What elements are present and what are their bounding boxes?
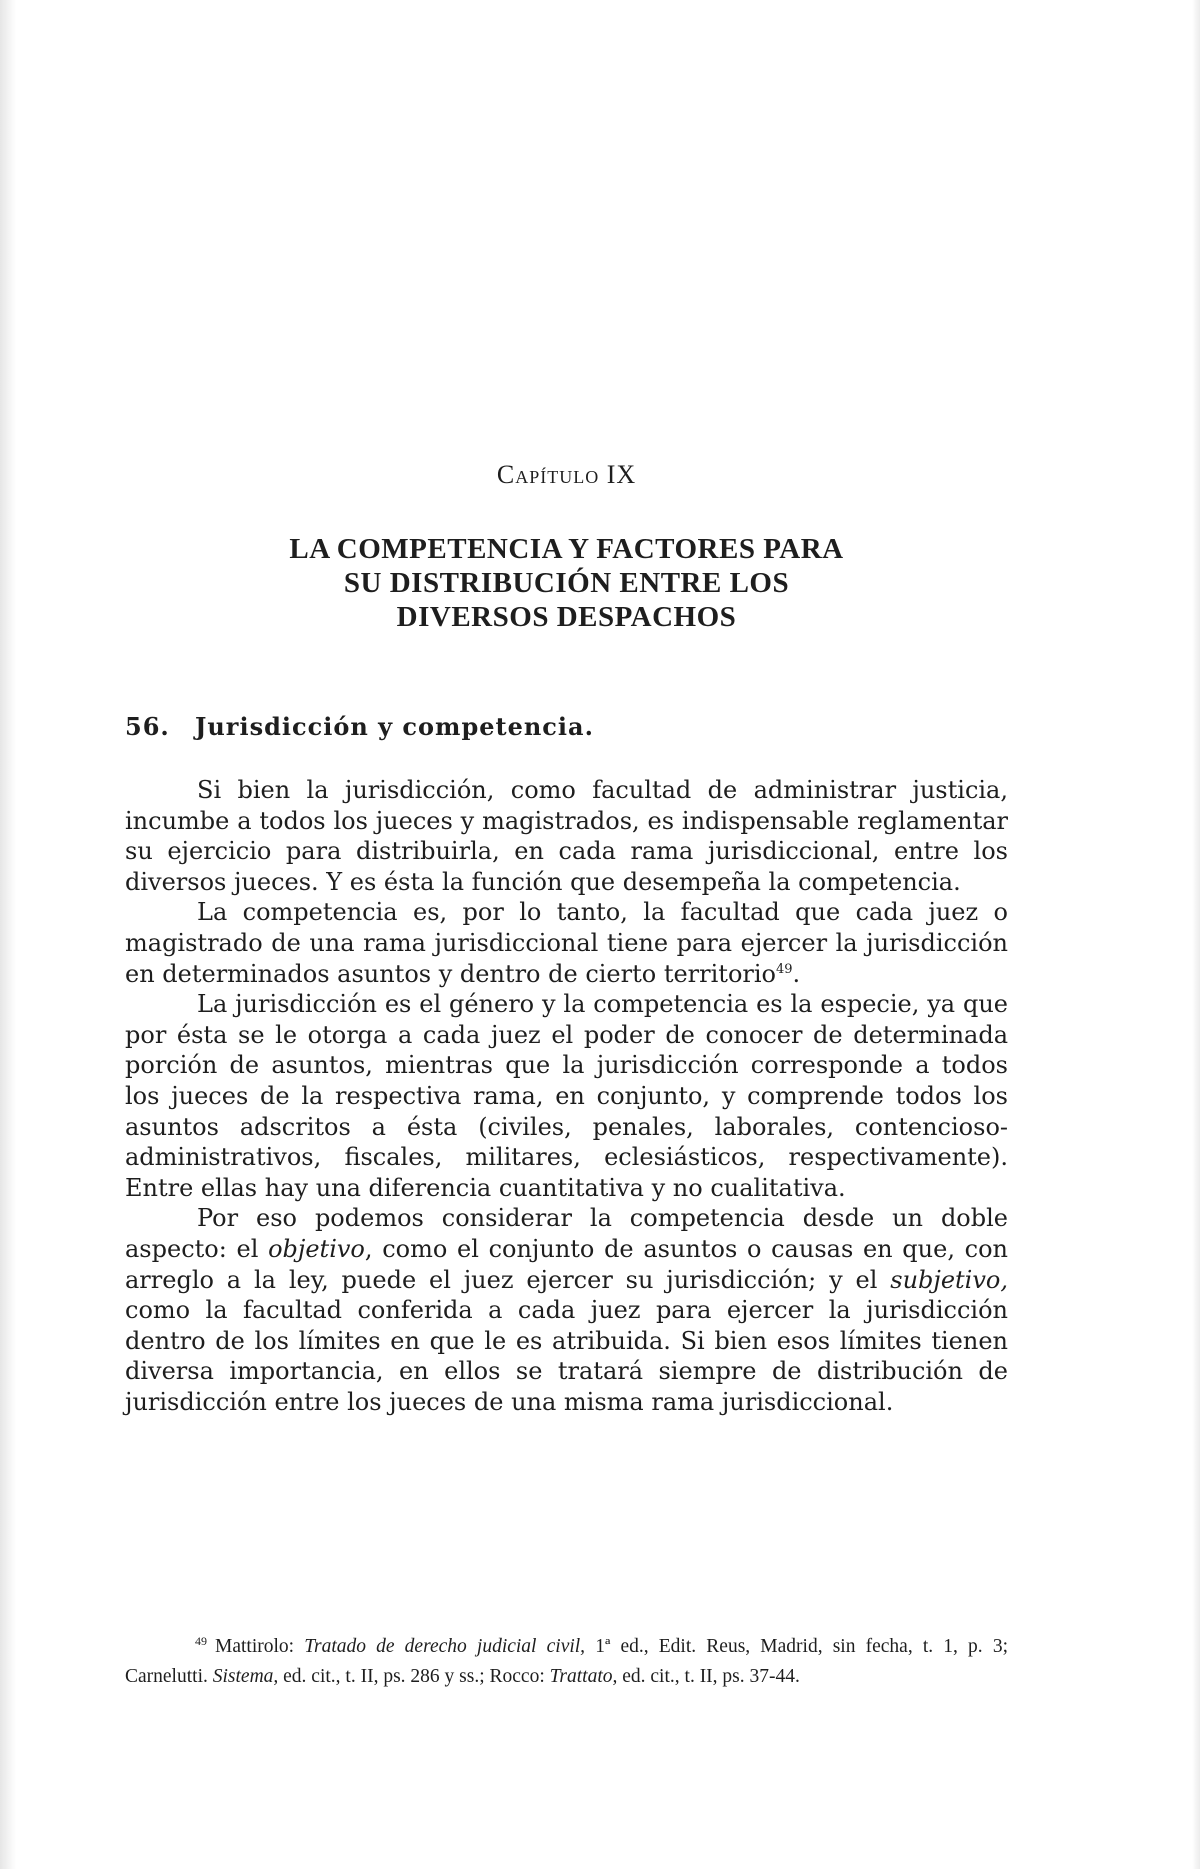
page-content <box>125 460 1008 1417</box>
chapter-label: Capítulo IX <box>496 460 637 489</box>
paragraph-text: como la facultad conferida a cada juez para ejercer la jurisdicción dentro de los límites en que le es atribuida. Si bien esos límites tienen diversa importancia, en ellos se tratará siempre de distribución de jurisdicción entre los jueces de una misma rama jurisdiccional. <box>125 1296 1008 1416</box>
chapter-title-line: SU DISTRIBUCIÓN ENTRE LOS <box>343 567 790 599</box>
paragraph: La jurisdicción es el género y la competencia es la especie, ya que por ésta se le otorga a cada juez el poder de conocer de determinada porción de asuntos, mientras que la jurisdicción corresponde a todos los jueces de la respectiva rama, en conjunto, y comprende todos los asuntos adscritos a ésta (civiles, penales, laborales, contencioso-administrativos, fiscales, militares, eclesiásticos, respectivamente). Entre ellas hay una diferencia cuantitativa y no cualitativa. <box>125 990 1008 1202</box>
body-text <box>125 775 1008 1417</box>
page-right-edge-shadow <box>1192 0 1200 1869</box>
emphasis-subjetivo: subjetivo, <box>890 1265 1008 1294</box>
footnote-text <box>125 1632 1008 1692</box>
footnote-work-title: Tratado de derecho judicial civil, <box>304 1636 586 1657</box>
section-title: Jurisdicción y competencia. <box>195 712 594 741</box>
section-number: 56. <box>125 712 170 741</box>
footnote-part: 1ª ed., Edit. Reus, Madrid, sin fecha, t. 1, p. 3; Carnelutti. <box>125 1636 1008 1687</box>
footnote-part: ed. cit., t. II, ps. 37-44. <box>617 1666 800 1687</box>
emphasis-objetivo: objetivo <box>268 1234 365 1263</box>
paragraph-text: Por eso podemos considerar la competencia desde un doble aspecto: el <box>125 1204 1008 1263</box>
section-heading <box>125 712 1008 741</box>
chapter-title <box>125 532 1008 634</box>
page-left-edge-shadow <box>0 0 16 1869</box>
paragraph <box>125 1203 1008 1417</box>
footnote-reference: 49 <box>776 961 793 977</box>
footnote-part: ed. cit., t. II, ps. 286 y ss.; Rocco: <box>278 1666 550 1687</box>
paragraph-text: La competencia es, por lo tanto, la facultad que cada juez o magistrado de una rama jurisdiccional tiene para ejercer la jurisdicción en determinados asuntos y dentro de cierto territorio <box>125 898 1008 988</box>
paragraph: Si bien la jurisdicción, como facultad de administrar justicia, incumbe a todos los jueces y magistrados, es indispensable reglamentar su ejercicio para distribuirla, en cada rama jurisdiccional, entre los diversos jueces. Y es ésta la función que desempeña la competencia. <box>125 776 1008 896</box>
chapter-title-line: LA COMPETENCIA Y FACTORES PARA <box>289 533 844 565</box>
paragraph-text: , como el conjunto de asuntos o causas en que, con arreglo a la ley, puede el juez ejercer su jurisdicción; y el <box>125 1234 1009 1294</box>
footnote-mark: 49 <box>195 1633 207 1648</box>
paragraph-text-end: . <box>792 959 801 988</box>
chapter-title-line: DIVERSOS DESPACHOS <box>396 601 737 633</box>
footnote-work-title: Sistema, <box>212 1666 279 1687</box>
footnote-part: Mattirolo: <box>215 1636 305 1657</box>
footnote-work-title: Trattato, <box>549 1666 618 1687</box>
footnote <box>125 1632 1008 1692</box>
paragraph <box>125 897 1008 989</box>
